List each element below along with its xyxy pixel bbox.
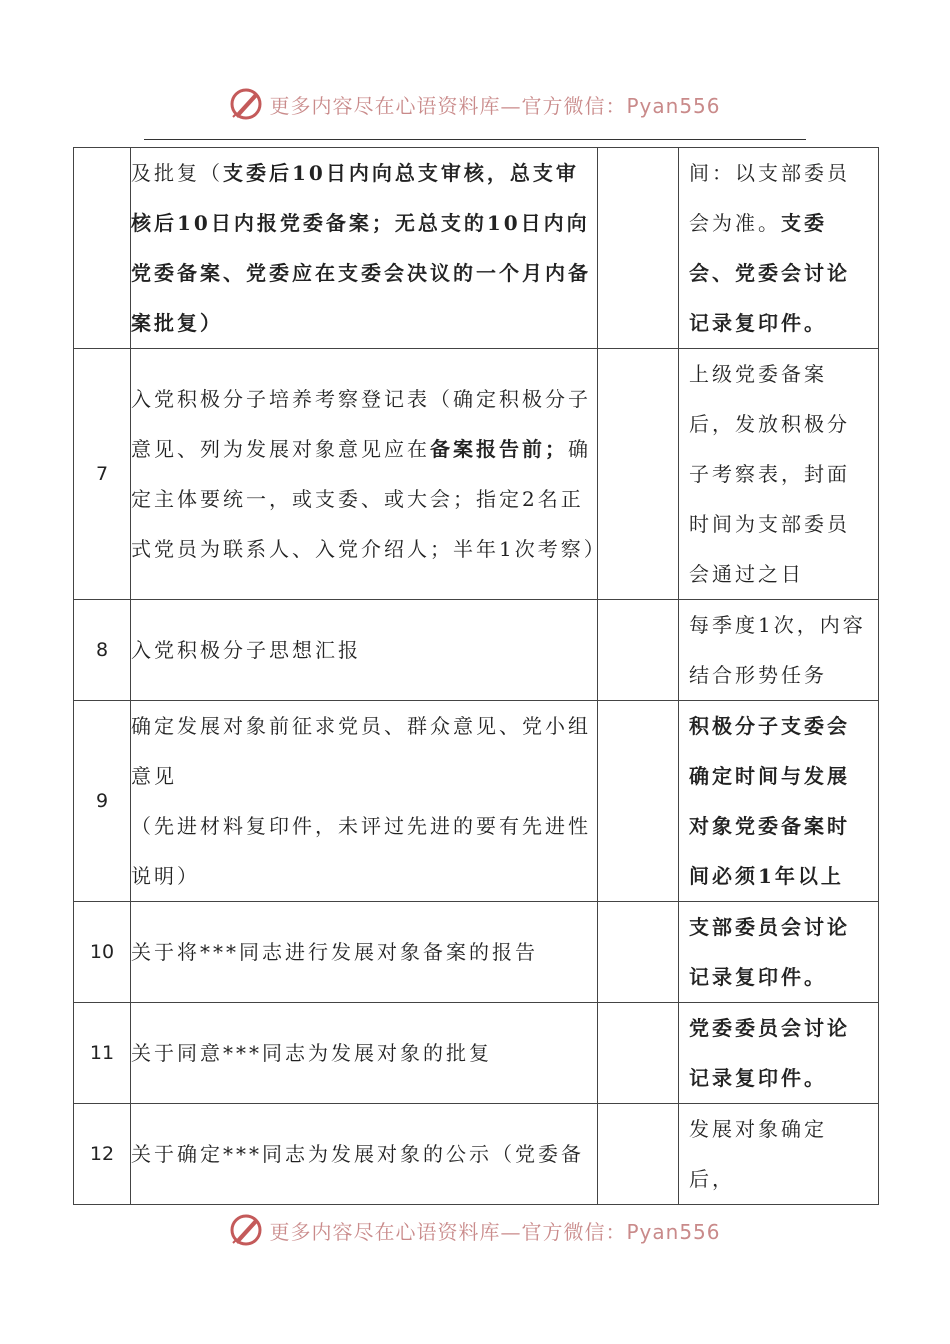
row-content: 关于同意***同志为发展对象的批复	[131, 1003, 598, 1104]
row-number: 9	[74, 701, 131, 902]
table-row	[74, 148, 879, 349]
row-note: 党委委员会讨论记录复印件。	[679, 1003, 879, 1104]
empty-cell	[598, 349, 679, 600]
row-content: 入党积极分子培养考察登记表（确定积极分子意见、列为发展对象意见应在备案报告前；确定主体要统一，或支委、或大会；指定2名正式党员为联系人、入党介绍人；半年1次考察）	[131, 349, 598, 600]
empty-cell	[598, 600, 679, 701]
row-content: 确定发展对象前征求党员、群众意见、党小组意见 （先进材料复印件，未评过先进的要有先进性说明）	[131, 701, 598, 902]
row-number	[74, 148, 131, 349]
row-content: 入党积极分子思想汇报	[131, 600, 598, 701]
table-row	[74, 701, 879, 902]
table-row	[74, 902, 879, 1003]
row-note: 间：以支部委员会为准。支委会、党委会讨论记录复印件。	[679, 148, 879, 349]
header-banner-text: 更多内容尽在心语资料库—官方微信：Pyan556	[269, 93, 721, 118]
row-number: 12	[74, 1104, 131, 1205]
footer-banner-text: 更多内容尽在心语资料库—官方微信：Pyan556	[269, 1219, 721, 1244]
row-note: 上级党委备案后，发放积极分子考察表，封面时间为支部委员会通过之日	[679, 349, 879, 600]
header-banner	[0, 84, 950, 124]
pen-logo-icon	[229, 1213, 263, 1247]
header-rule	[144, 139, 806, 140]
row-number: 8	[74, 600, 131, 701]
table-row	[74, 349, 879, 600]
pen-logo-icon	[229, 87, 263, 121]
row-content: 关于确定***同志为发展对象的公示（党委备	[131, 1104, 598, 1205]
row-note: 积极分子支委会确定时间与发展对象党委备案时间必须1年以上	[679, 701, 879, 902]
empty-cell	[598, 902, 679, 1003]
row-note: 每季度1次，内容结合形势任务	[679, 600, 879, 701]
table-row	[74, 600, 879, 701]
empty-cell	[598, 1104, 679, 1205]
row-note: 发展对象确定后，	[679, 1104, 879, 1205]
table-row	[74, 1003, 879, 1104]
document-table	[73, 147, 879, 1205]
empty-cell	[598, 148, 679, 349]
row-note: 支部委员会讨论记录复印件。	[679, 902, 879, 1003]
table-row	[74, 1104, 879, 1205]
footer-banner	[0, 1210, 950, 1250]
row-number: 11	[74, 1003, 131, 1104]
row-content: 关于将***同志进行发展对象备案的报告	[131, 902, 598, 1003]
empty-cell	[598, 701, 679, 902]
row-number: 7	[74, 349, 131, 600]
row-number: 10	[74, 902, 131, 1003]
row-content: 及批复（支委后10日内向总支审核，总支审核后10日内报党委备案；无总支的10日内向党委备案、党委应在支委会决议的一个月内备案批复）	[131, 148, 598, 349]
empty-cell	[598, 1003, 679, 1104]
